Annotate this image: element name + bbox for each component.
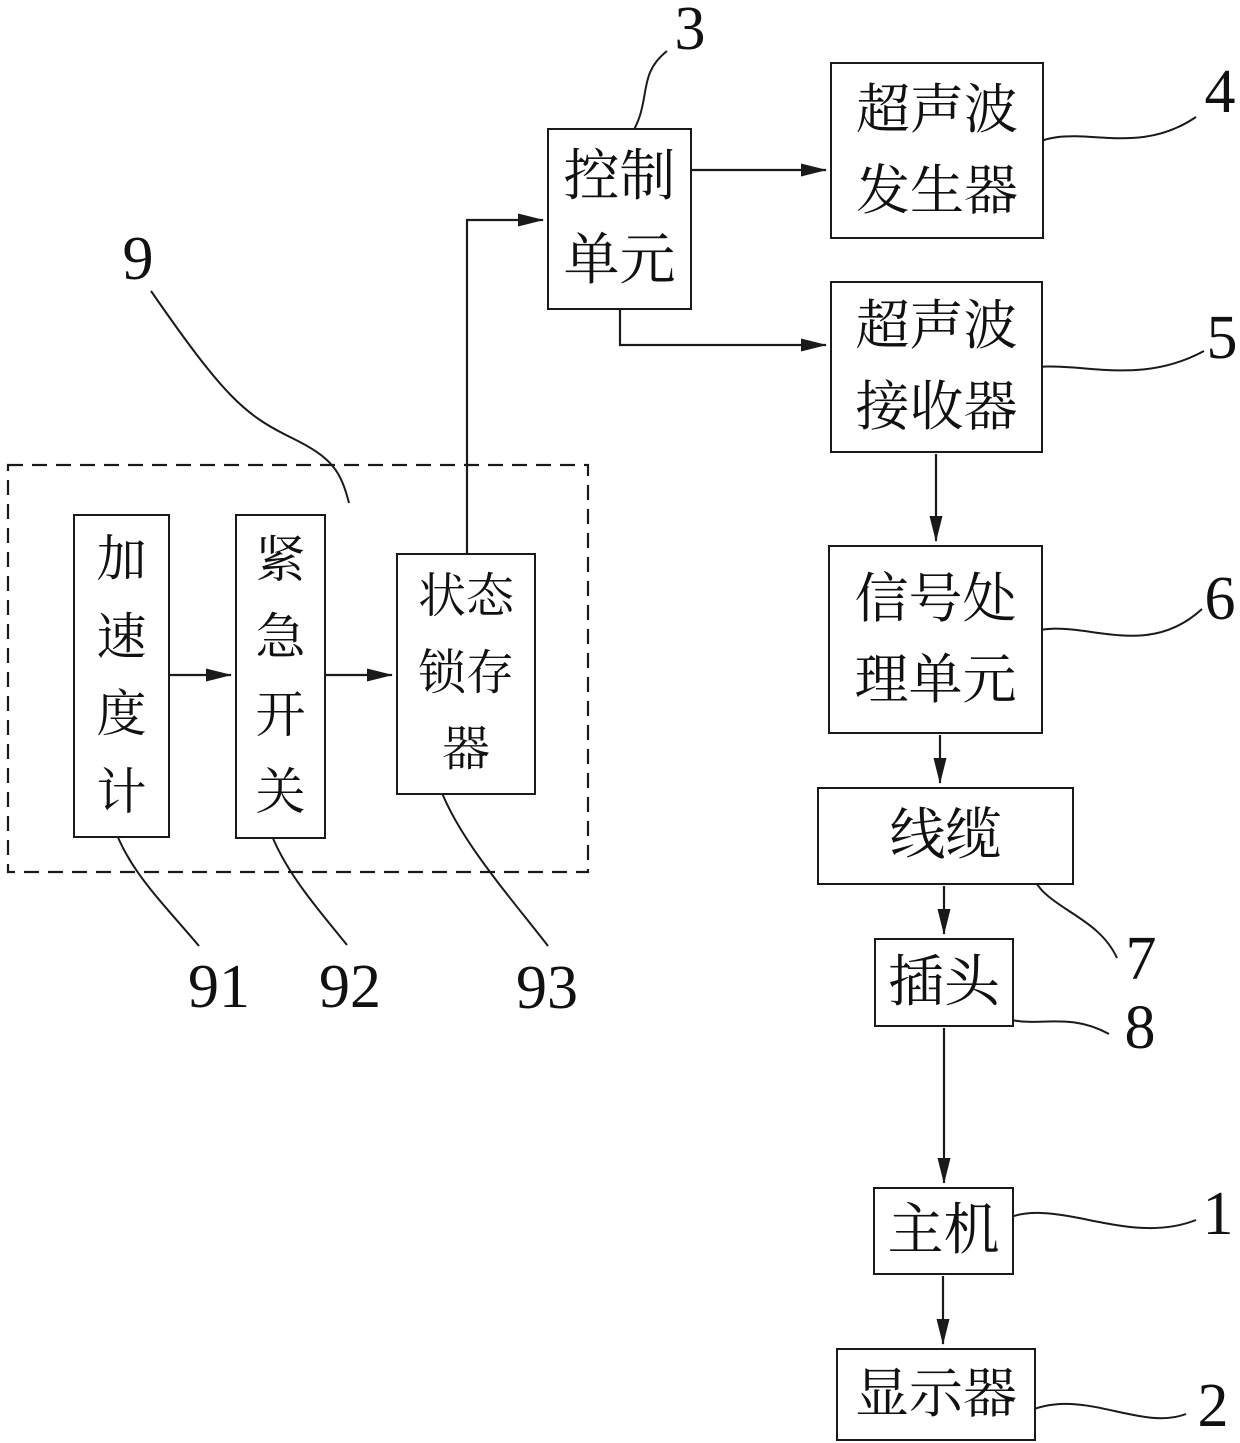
ref-label-9: 9 bbox=[122, 225, 154, 293]
leader-ref-6 bbox=[1016, 609, 1202, 639]
leader-ref-91 bbox=[112, 821, 199, 946]
block-display: 显示器 bbox=[836, 1348, 1036, 1441]
block-emergency-switch: 紧 急 开 关 bbox=[235, 514, 326, 839]
leader-ref-4 bbox=[1021, 117, 1196, 152]
leader-ref-1 bbox=[1000, 1213, 1196, 1228]
block-status-latch: 状态 锁存 器 bbox=[396, 553, 536, 795]
block-host: 主机 bbox=[873, 1187, 1014, 1275]
arrow-control-to-receiver bbox=[620, 309, 826, 345]
ref-label-4: 4 bbox=[1204, 58, 1236, 126]
ref-label-6: 6 bbox=[1204, 565, 1236, 633]
ref-label-5: 5 bbox=[1206, 304, 1238, 372]
ref-label-91: 91 bbox=[188, 953, 250, 1021]
block-cable: 线缆 bbox=[817, 787, 1074, 885]
ref-label-2: 2 bbox=[1197, 1372, 1229, 1440]
ref-label-3: 3 bbox=[674, 0, 706, 63]
leader-ref-2 bbox=[1025, 1404, 1186, 1418]
block-control-unit: 控制 单元 bbox=[547, 128, 692, 310]
block-ultrasonic-generator: 超声波 发生器 bbox=[830, 62, 1044, 239]
ref-label-8: 8 bbox=[1124, 994, 1156, 1062]
block-signal-processing: 信号处 理单元 bbox=[828, 545, 1043, 734]
ref-label-7: 7 bbox=[1125, 925, 1157, 993]
block-accelerometer: 加 速 度 计 bbox=[73, 514, 170, 838]
block-plug: 插头 bbox=[874, 938, 1014, 1027]
ref-label-92: 92 bbox=[319, 953, 381, 1021]
ref-label-93: 93 bbox=[516, 954, 578, 1022]
leader-ref-93 bbox=[437, 779, 548, 946]
leader-ref-9 bbox=[151, 291, 349, 503]
block-ultrasonic-receiver: 超声波 接收器 bbox=[830, 281, 1043, 453]
ref-label-1: 1 bbox=[1202, 1180, 1234, 1248]
arrow-latch-to-control bbox=[467, 220, 543, 553]
